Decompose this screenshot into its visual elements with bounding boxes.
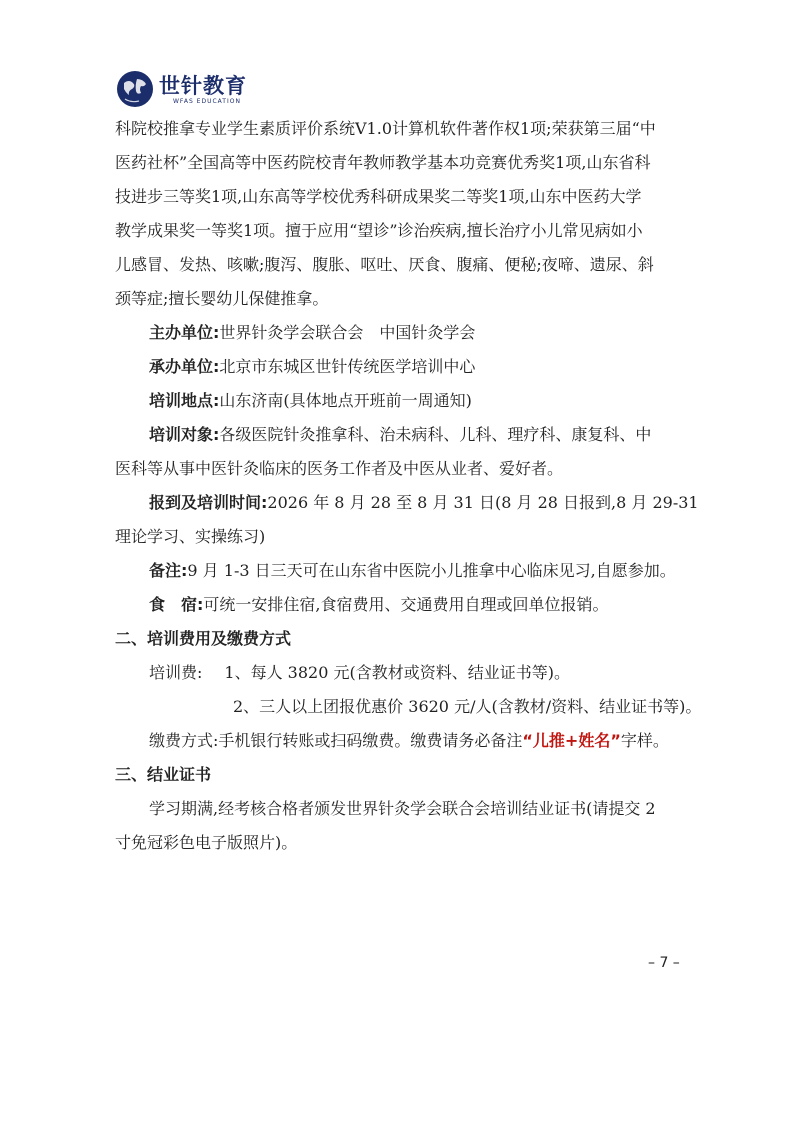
fee-item-1: 1、每人 3820 元(含教材或资料、结业证书等)。	[224, 663, 570, 682]
target-row	[115, 418, 705, 452]
organizer-text: 世界针灸学会联合会 中国针灸学会	[219, 323, 476, 342]
intro-line: 颈等症;擅长婴幼儿保健推拿。	[115, 289, 329, 308]
section-3-title: 三、结业证书	[115, 765, 212, 784]
certificate-line2: 寸免冠彩色电子版照片)。	[115, 833, 298, 852]
target-line2: 医科等从事中医针灸临床的医务工作者及中医从业者、爱好者。	[115, 459, 564, 478]
host-text: 北京市东城区世针传统医学培训中心	[219, 357, 476, 376]
intro-line: 儿感冒、发热、咳嗽;腹泻、腹胀、呕吐、厌食、腹痛、便秘;夜啼、遗尿、斜	[115, 255, 654, 274]
note-text: 9 月 1-3 日三天可在山东省中医院小儿推拿中心临床见习,自愿参加。	[187, 561, 676, 580]
schedule-label: 报到及培训时间:	[149, 493, 268, 512]
note-label: 备注:	[149, 561, 188, 580]
intro-line: 医药社杯”全国高等中医药院校青年教师教学基本功竞赛优秀奖1项,山东省科	[115, 153, 651, 172]
location-label: 培训地点:	[149, 391, 220, 410]
intro-line: 科院校推拿专业学生素质评价系统V1.0计算机软件著作权1项;荣获第三届“中	[115, 119, 656, 138]
logo-name: 世针教育	[159, 73, 247, 98]
globe-logo-icon	[115, 69, 155, 109]
section-2-title: 二、培训费用及缴费方式	[115, 629, 292, 648]
payment-highlight: “儿推+姓名”	[522, 731, 621, 750]
fee-label: 培训费:	[149, 663, 203, 682]
fee-row-1	[115, 656, 705, 690]
document-body	[115, 112, 705, 860]
organizer-row	[115, 316, 705, 350]
schedule-text: 2026 年 8 月 28 至 8 月 31 日(8 月 28 日报到,8 月 29-31	[267, 493, 699, 512]
page-number: – 7 –	[648, 955, 680, 971]
payment-text: 缴费方式:手机银行转账或扫码缴费。缴费请务必备注	[149, 731, 523, 750]
intro-line: 技进步三等奖1项,山东高等学校优秀科研成果奖二等奖1项,山东中医药大学	[115, 187, 642, 206]
intro-line: 教学成果奖一等奖1项。擅于应用“望诊”诊治疾病,擅长治疗小儿常见病如小	[115, 221, 643, 240]
logo-subtitle: WFAS EDUCATION	[173, 97, 241, 105]
lodging-text: 可统一安排住宿,食宿费用、交通费用自理或回单位报销。	[203, 595, 609, 614]
target-text: 各级医院针灸推拿科、治未病科、儿科、理疗科、康复科、中	[219, 425, 652, 444]
payment-suffix: 字样。	[620, 731, 669, 750]
lodging-row	[115, 588, 705, 622]
host-row	[115, 350, 705, 384]
payment-row	[115, 724, 705, 758]
certificate-line1: 学习期满,经考核合格者颁发世界针灸学会联合会培训结业证书(请提交 2	[149, 799, 656, 818]
location-row	[115, 384, 705, 418]
schedule-line2: 理论学习、实操练习)	[115, 527, 266, 546]
lodging-label: 食 宿:	[149, 595, 204, 614]
target-label: 培训对象:	[149, 425, 220, 444]
logo	[115, 68, 247, 110]
schedule-row	[115, 486, 705, 520]
note-row	[115, 554, 705, 588]
fee-item-2: 2、三人以上团报优惠价 3620 元/人(含教材/资料、结业证书等)。	[233, 697, 702, 716]
organizer-label: 主办单位:	[149, 323, 220, 342]
location-text: 山东济南(具体地点开班前一周通知)	[219, 391, 472, 410]
host-label: 承办单位:	[149, 357, 220, 376]
